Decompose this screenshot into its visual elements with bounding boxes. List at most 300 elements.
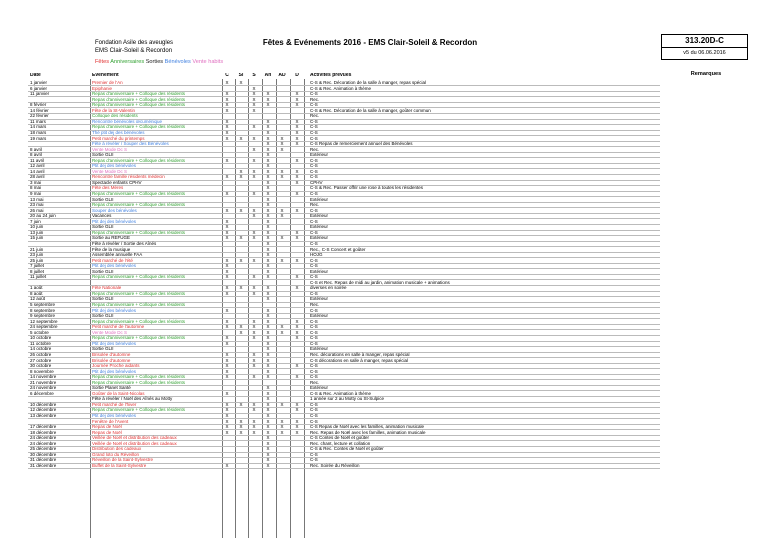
table-row bbox=[28, 213, 660, 218]
table-row bbox=[28, 247, 660, 252]
service-mark: X bbox=[295, 135, 299, 141]
service-mark: X bbox=[266, 418, 270, 424]
service-mark: X bbox=[225, 318, 229, 324]
service-mark: X bbox=[295, 91, 299, 97]
table-row bbox=[28, 130, 660, 135]
event-name: Vacances bbox=[92, 213, 112, 219]
event-date: 15 juin bbox=[30, 235, 44, 241]
planned-activity: Rec. chant, lecture et collation bbox=[310, 440, 371, 446]
planned-activity: C-S bbox=[310, 318, 318, 324]
service-mark: X bbox=[225, 118, 229, 124]
service-mark: X bbox=[252, 257, 256, 263]
service-mark: X bbox=[295, 429, 299, 435]
table-row bbox=[28, 113, 660, 118]
event-date: 8 septembre bbox=[30, 307, 56, 313]
service-mark: X bbox=[252, 335, 256, 341]
planned-activity: C-S décorations en salle à manger, repas spécial bbox=[310, 357, 409, 363]
service-mark: X bbox=[225, 102, 229, 108]
service-mark: X bbox=[280, 141, 284, 147]
mark-column-header: AD bbox=[278, 73, 286, 78]
table-row bbox=[28, 147, 660, 152]
planned-activity: CPHV bbox=[310, 179, 323, 185]
service-mark: X bbox=[266, 385, 270, 391]
table-row bbox=[28, 80, 660, 85]
planned-activity: C-S Repas de Noël avec les familles, animation musicale bbox=[310, 424, 425, 430]
planned-activity: C-S bbox=[310, 263, 318, 269]
planned-activity: Rec. bbox=[310, 113, 320, 119]
table-row bbox=[28, 141, 660, 146]
service-mark: X bbox=[252, 424, 256, 430]
service-mark: X bbox=[252, 324, 256, 330]
org-sites: EMS Clair-Soleil & Recordon bbox=[95, 48, 173, 54]
service-mark: X bbox=[252, 318, 256, 324]
service-mark: X bbox=[295, 407, 299, 413]
event-date: 23 mai bbox=[30, 202, 44, 208]
planned-activity: C-S bbox=[310, 451, 318, 457]
service-mark: X bbox=[252, 363, 256, 369]
event-name: Grand loto du Réveillon bbox=[92, 451, 140, 457]
event-date: 10 décembre bbox=[30, 401, 57, 407]
service-mark: X bbox=[266, 191, 270, 196]
table-row bbox=[28, 97, 660, 102]
table-row bbox=[28, 174, 660, 179]
planned-activity: Extérieur bbox=[310, 346, 329, 352]
service-mark: X bbox=[295, 235, 299, 241]
service-mark: X bbox=[252, 418, 256, 424]
planned-activity: Extérieur bbox=[310, 268, 329, 274]
service-mark: X bbox=[266, 462, 270, 468]
table-row bbox=[28, 319, 660, 324]
service-mark: X bbox=[225, 462, 229, 468]
event-name: Premier de l'An bbox=[92, 80, 123, 85]
service-mark: X bbox=[252, 229, 256, 235]
service-mark: X bbox=[266, 329, 270, 335]
service-mark: X bbox=[225, 374, 229, 380]
table-row bbox=[28, 258, 660, 263]
event-date: 30 décembre bbox=[30, 451, 57, 457]
table-row bbox=[28, 108, 660, 113]
table-row bbox=[28, 452, 660, 457]
table-header-row bbox=[28, 73, 660, 78]
service-mark: X bbox=[295, 102, 299, 108]
table-row bbox=[28, 180, 660, 185]
planned-activity: C-S bbox=[310, 368, 318, 374]
service-mark: X bbox=[266, 152, 270, 158]
service-mark: X bbox=[266, 357, 270, 363]
event-date: 22 février bbox=[30, 113, 49, 119]
service-mark: X bbox=[252, 191, 256, 196]
service-mark: X bbox=[252, 146, 256, 152]
service-mark: X bbox=[266, 413, 270, 418]
service-mark: X bbox=[295, 285, 299, 291]
planned-activity: C-S bbox=[310, 174, 318, 180]
table-row bbox=[28, 191, 660, 196]
table-row bbox=[28, 446, 660, 451]
service-mark: X bbox=[252, 401, 256, 407]
service-mark: X bbox=[225, 157, 229, 163]
event-name: Repas de Noël bbox=[92, 424, 122, 430]
service-mark: X bbox=[266, 246, 270, 252]
event-name: Fête à révéler / Noël des Aînés au Motty bbox=[92, 396, 173, 402]
service-mark: X bbox=[266, 457, 270, 463]
service-mark: X bbox=[266, 374, 270, 380]
table-row bbox=[28, 407, 660, 412]
service-mark: X bbox=[266, 346, 270, 352]
service-mark: X bbox=[266, 318, 270, 324]
event-date: 11 avril bbox=[30, 157, 45, 163]
service-mark: X bbox=[225, 191, 229, 196]
planned-activity: C-S & Rec. Contes de Noël et goûter bbox=[310, 446, 384, 452]
service-mark: X bbox=[295, 141, 299, 147]
event-date: 12 avril bbox=[30, 163, 45, 169]
service-mark: X bbox=[252, 168, 256, 174]
service-mark: X bbox=[266, 91, 270, 97]
date-column-header: Date bbox=[30, 73, 41, 78]
planned-activity: Rec., C-S Concert et goûter bbox=[310, 246, 366, 252]
service-mark: X bbox=[266, 102, 270, 108]
table-row bbox=[28, 341, 660, 346]
service-mark: X bbox=[225, 429, 229, 435]
event-date: 25 juin bbox=[30, 257, 44, 263]
event-date: 11 juillet bbox=[30, 274, 47, 280]
event-name: Goûter de la Saint-Nicolas bbox=[92, 390, 145, 396]
service-mark: X bbox=[225, 224, 229, 230]
service-mark: X bbox=[239, 174, 243, 180]
service-mark: X bbox=[280, 401, 284, 407]
service-mark: X bbox=[280, 424, 284, 430]
service-mark: X bbox=[225, 401, 229, 407]
service-mark: X bbox=[266, 368, 270, 374]
service-mark: X bbox=[239, 257, 243, 263]
planned-activity: C-S bbox=[310, 363, 318, 369]
table-row bbox=[28, 269, 660, 274]
table-row bbox=[28, 358, 660, 363]
service-mark: X bbox=[266, 218, 270, 224]
event-name: Fête Nationale bbox=[92, 285, 122, 291]
event-name: Rencontre famille résidents médecin bbox=[92, 174, 165, 180]
service-mark: X bbox=[252, 407, 256, 413]
service-mark: X bbox=[225, 413, 229, 418]
planned-activity: C-S bbox=[310, 229, 318, 235]
table-row bbox=[28, 380, 660, 385]
event-name: Repas d'anniversaire + Colloque des résidents bbox=[92, 96, 186, 102]
planned-activity: C-S bbox=[310, 91, 318, 97]
planned-activity: C-S & Rec. Animation à thème bbox=[310, 85, 372, 91]
planned-activity: C-S bbox=[310, 207, 318, 213]
mark-column-header: S bbox=[252, 73, 256, 78]
event-date: 25 décembre bbox=[30, 446, 57, 452]
planned-activity: Rec. bbox=[310, 146, 320, 152]
service-mark: X bbox=[295, 157, 299, 163]
service-mark: X bbox=[266, 340, 270, 346]
event-date: 23 juin bbox=[30, 252, 44, 258]
event-name: Vente Mode Dc S bbox=[92, 329, 128, 335]
event-date: 26 mai bbox=[30, 207, 44, 213]
planned-activity: C-S bbox=[310, 191, 318, 196]
table-row bbox=[28, 202, 660, 207]
table-row bbox=[28, 136, 660, 141]
service-mark: X bbox=[266, 268, 270, 274]
event-date: 18 mars bbox=[30, 129, 47, 135]
service-mark: X bbox=[252, 429, 256, 435]
service-mark: X bbox=[252, 96, 256, 102]
service-mark: X bbox=[252, 285, 256, 291]
event-date: 14 novembre bbox=[30, 374, 57, 380]
service-mark: X bbox=[266, 141, 270, 147]
event-date: 7 juillet bbox=[30, 263, 45, 269]
planned-activity: C-S bbox=[310, 290, 318, 296]
service-mark: X bbox=[252, 351, 256, 357]
service-mark: X bbox=[239, 168, 243, 174]
planned-activity: C-S bbox=[310, 457, 318, 463]
event-date: 7 juin bbox=[30, 218, 41, 224]
service-mark: X bbox=[225, 290, 229, 296]
event-name: Assemblée annuelle FAA bbox=[92, 252, 143, 258]
planned-activity: C-S bbox=[310, 124, 318, 130]
table-row bbox=[28, 330, 660, 335]
table-row bbox=[28, 124, 660, 129]
service-mark: X bbox=[280, 324, 284, 330]
table-row bbox=[28, 158, 660, 163]
service-mark: X bbox=[252, 235, 256, 241]
event-name: Colloque des résidents bbox=[92, 113, 138, 119]
table-row bbox=[28, 102, 660, 107]
table-row bbox=[28, 335, 660, 340]
service-mark: X bbox=[225, 218, 229, 224]
service-mark: X bbox=[280, 329, 284, 335]
planned-activity: C-S Repas de remerciement annuel des Bénévoles bbox=[310, 141, 413, 147]
event-date: 21 novembre bbox=[30, 379, 57, 385]
event-date: 8 novembre bbox=[30, 368, 54, 374]
activities-column-header: Activités prévues bbox=[310, 73, 352, 78]
event-name: Sortie Planet Santé bbox=[92, 385, 131, 391]
event-name: Repas d'anniversaire + Colloque des résidents bbox=[92, 290, 186, 296]
event-name: Sortie GLII bbox=[92, 152, 114, 158]
service-mark: X bbox=[266, 179, 270, 185]
planned-activity: C-S bbox=[310, 102, 318, 108]
table-row bbox=[28, 457, 660, 462]
table-row bbox=[28, 86, 660, 91]
table-row bbox=[28, 235, 660, 240]
table-row bbox=[28, 435, 660, 440]
event-date: 14 avril bbox=[30, 168, 45, 174]
event-name: Sortie GLII bbox=[92, 224, 114, 230]
planned-activity: C-S bbox=[310, 407, 318, 413]
service-mark: X bbox=[266, 407, 270, 413]
planned-activity: C-S bbox=[310, 329, 318, 335]
planned-activity: Extérieur bbox=[310, 296, 329, 302]
planned-activity: C-S & Rec. Décoration de la salle à manger, repas spécial bbox=[310, 80, 427, 85]
service-mark: X bbox=[266, 118, 270, 124]
planned-activity: C-S bbox=[310, 340, 318, 346]
service-mark: X bbox=[295, 418, 299, 424]
event-date: 14 février bbox=[30, 107, 49, 113]
planned-activity: C-S bbox=[310, 307, 318, 313]
event-date: 12 septembre bbox=[30, 318, 58, 324]
service-mark: X bbox=[225, 324, 229, 330]
planned-activity: C-S & Rec. Passer offrir une rose à toutes les résidentes bbox=[310, 185, 423, 191]
event-name: Repas d'anniversaire + Colloque des résidents bbox=[92, 379, 186, 385]
service-mark: X bbox=[252, 329, 256, 335]
service-mark: X bbox=[266, 446, 270, 452]
service-mark: X bbox=[225, 418, 229, 424]
table-row bbox=[28, 185, 660, 190]
table-row bbox=[28, 91, 660, 96]
event-name: Repas d'anniversaire + Colloque des résidents bbox=[92, 229, 186, 235]
planned-activity: C-S bbox=[310, 135, 318, 141]
service-mark: X bbox=[266, 124, 270, 130]
event-date: 24 décembre bbox=[30, 435, 57, 441]
mark-column-header: Sl bbox=[238, 73, 244, 78]
planned-activity: C-S bbox=[310, 324, 318, 330]
service-mark: X bbox=[266, 401, 270, 407]
planned-activity: C-S bbox=[310, 274, 318, 280]
event-name: Veillée de Noël et distribution des cadeaux bbox=[92, 440, 177, 446]
service-mark: X bbox=[266, 274, 270, 280]
service-mark: X bbox=[225, 174, 229, 180]
event-name: Repas d'anniversaire + Colloque des résidents bbox=[92, 157, 186, 163]
mark-column-header: D bbox=[295, 73, 299, 78]
service-mark: X bbox=[252, 124, 256, 130]
service-mark: X bbox=[266, 451, 270, 457]
event-date: 8 février bbox=[30, 102, 47, 108]
event-name: Brisolée d'automne bbox=[92, 357, 131, 363]
service-mark: X bbox=[252, 290, 256, 296]
service-mark: X bbox=[295, 118, 299, 124]
event-date: 30 octobre bbox=[30, 363, 52, 369]
table-row bbox=[28, 296, 660, 301]
event-date: 20 au 24 juin bbox=[30, 213, 56, 219]
event-name: Repas d'anniversaire + Colloque des résidents bbox=[92, 274, 186, 280]
planned-activity: Rec. bbox=[310, 202, 320, 208]
service-mark: X bbox=[252, 157, 256, 163]
planned-activity: C-S bbox=[310, 335, 318, 341]
service-mark: X bbox=[295, 229, 299, 235]
mark-column-header: An bbox=[264, 73, 272, 78]
planned-activity: Extérieur bbox=[310, 224, 329, 230]
service-mark: X bbox=[266, 424, 270, 430]
event-date: 14 octobre bbox=[30, 346, 52, 352]
planned-activity: Extérieur bbox=[310, 385, 329, 391]
event-name: Fête de la St-Valentin bbox=[92, 107, 135, 113]
service-mark: X bbox=[266, 440, 270, 446]
table-row bbox=[28, 419, 660, 424]
service-mark: X bbox=[225, 107, 229, 113]
event-name: Ptit dej des bénévoles bbox=[92, 413, 137, 418]
service-mark: X bbox=[225, 91, 229, 97]
service-mark: X bbox=[225, 390, 229, 396]
event-date: 11 octobre bbox=[30, 340, 51, 346]
reference-version: v5 du 06.06.2016 bbox=[683, 50, 726, 56]
event-name: Sortie GLII bbox=[92, 313, 114, 319]
planned-activity: C-S bbox=[310, 157, 318, 163]
service-mark: X bbox=[225, 263, 229, 269]
service-mark: X bbox=[225, 407, 229, 413]
service-mark: X bbox=[239, 429, 243, 435]
table-row bbox=[28, 313, 660, 318]
table-row bbox=[28, 463, 660, 468]
table-row bbox=[28, 274, 660, 279]
table-row bbox=[28, 391, 660, 396]
reference-code: 313.20D-C bbox=[662, 35, 747, 48]
service-mark: X bbox=[266, 363, 270, 369]
planned-activity: Extérieur bbox=[310, 196, 329, 202]
service-mark: X bbox=[295, 179, 299, 185]
planned-activity: 1 année sur 2 au Motty ou St-Sulpice bbox=[310, 396, 385, 402]
service-mark: X bbox=[225, 135, 229, 141]
event-date: 8 août bbox=[30, 290, 43, 296]
event-date: 31 décembre bbox=[30, 462, 57, 468]
service-mark: X bbox=[225, 363, 229, 369]
service-mark: X bbox=[295, 274, 299, 280]
event-name: Vente Mode Dc S bbox=[92, 146, 128, 152]
remarks-header: Remarques bbox=[690, 71, 722, 77]
event-name: Repas d'anniversaire + Colloque des résidents bbox=[92, 202, 186, 208]
service-mark: X bbox=[239, 324, 243, 330]
service-mark: X bbox=[280, 418, 284, 424]
service-mark: X bbox=[225, 307, 229, 313]
service-mark: X bbox=[295, 318, 299, 324]
table-row bbox=[28, 152, 660, 157]
event-date: 24 septembre bbox=[30, 324, 58, 330]
planned-activity: Extérieur bbox=[310, 235, 329, 241]
event-name: Ptit dej des bénévoles bbox=[92, 340, 137, 346]
table-row bbox=[28, 224, 660, 229]
event-date: 3 mai bbox=[30, 179, 42, 185]
event-date: 21 juin bbox=[30, 246, 44, 252]
event-name: Ptit dej des bénévoles bbox=[92, 163, 137, 169]
service-mark: X bbox=[280, 174, 284, 180]
event-name: Veillée de Noël et distribution des cadeaux bbox=[92, 435, 177, 441]
table-row bbox=[28, 208, 660, 213]
planned-activity: HOJG bbox=[310, 252, 323, 258]
service-mark: X bbox=[239, 424, 243, 430]
row-divider bbox=[28, 468, 660, 469]
service-mark: X bbox=[225, 424, 229, 430]
event-name: Journée Proche aidants bbox=[92, 363, 140, 369]
service-mark: X bbox=[266, 252, 270, 258]
event-date: 10 juin bbox=[30, 224, 44, 230]
service-mark: X bbox=[239, 135, 243, 141]
event-date: 12 décembre bbox=[30, 407, 57, 413]
table-row bbox=[28, 324, 660, 329]
event-name: Petit marché de l'hiver bbox=[92, 401, 137, 407]
legend-item: Fêtes bbox=[95, 59, 109, 65]
service-mark: X bbox=[280, 235, 284, 241]
event-name: Petit marché de l'automne bbox=[92, 324, 145, 330]
event-date: 1 janvier bbox=[30, 80, 48, 85]
table-row bbox=[28, 413, 660, 418]
event-name: Sortie au REFUGE bbox=[92, 235, 131, 241]
event-date: 27 octobre bbox=[30, 357, 52, 363]
service-mark: X bbox=[252, 102, 256, 108]
planned-activity: C-S bbox=[310, 163, 318, 169]
table-row bbox=[28, 374, 660, 379]
events-table bbox=[28, 73, 660, 538]
event-name: Rencontre bénévoles œcuménique bbox=[92, 118, 163, 124]
service-mark: X bbox=[239, 235, 243, 241]
service-mark: X bbox=[266, 157, 270, 163]
legend-item: Bénévoles bbox=[163, 59, 191, 65]
table-row bbox=[28, 424, 660, 429]
service-mark: X bbox=[280, 257, 284, 263]
service-mark: X bbox=[239, 80, 243, 85]
event-name: Repas d'anniversaire + Colloque des résidents bbox=[92, 124, 186, 130]
planned-activity: C-S & Rec. Animation à thème bbox=[310, 390, 372, 396]
event-date: 5 octobre bbox=[30, 329, 49, 335]
service-mark: X bbox=[266, 229, 270, 235]
planned-activity: Rec. bbox=[310, 96, 320, 102]
